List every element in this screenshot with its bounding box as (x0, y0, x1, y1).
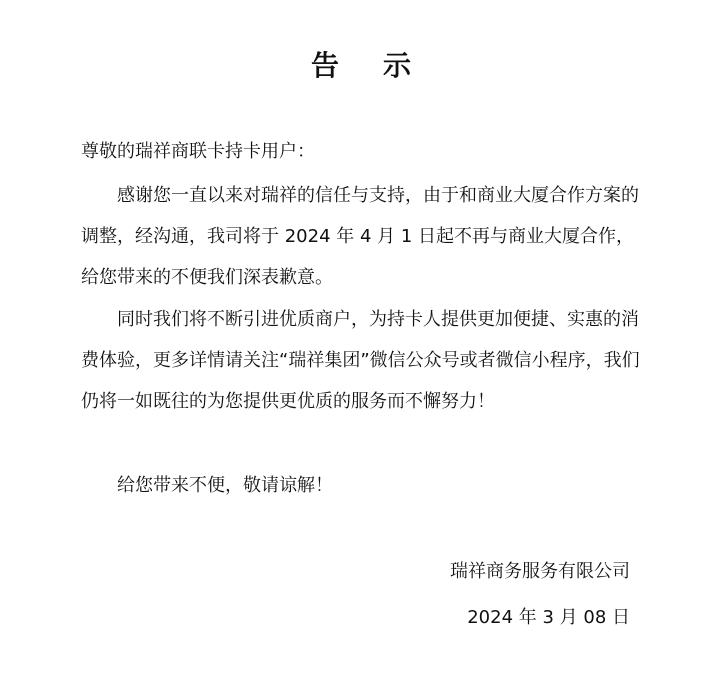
signature-date: 2024 年 3 月 08 日 (467, 607, 630, 628)
signature-company: 瑞祥商务服务有限公司 (450, 561, 630, 582)
paragraph-apology: 给您带来不便，敬请谅解！ (117, 475, 333, 496)
notice-title: 告示 (310, 49, 455, 82)
paragraph-termination: 感谢您一直以来对瑞祥的信任与支持，由于和商业大厦合作方案的调整，经沟通，我司将于 2024 年 4 月 1 日起不再与商业大厦合作，给您带来的不便我们深表歉意。 (81, 185, 639, 288)
paragraph-merchants: 同时我们将不断引进优质商户，为持卡人提供更加便捷、实惠的消费体验，更多详情请关注“瑞祥集团”微信公众号或者微信小程序，我们仍将一如既往的为您提供更优质的服务而不懈努力！ (81, 309, 640, 412)
salutation: 尊敬的瑞祥商联卡持卡用户： (81, 141, 315, 162)
